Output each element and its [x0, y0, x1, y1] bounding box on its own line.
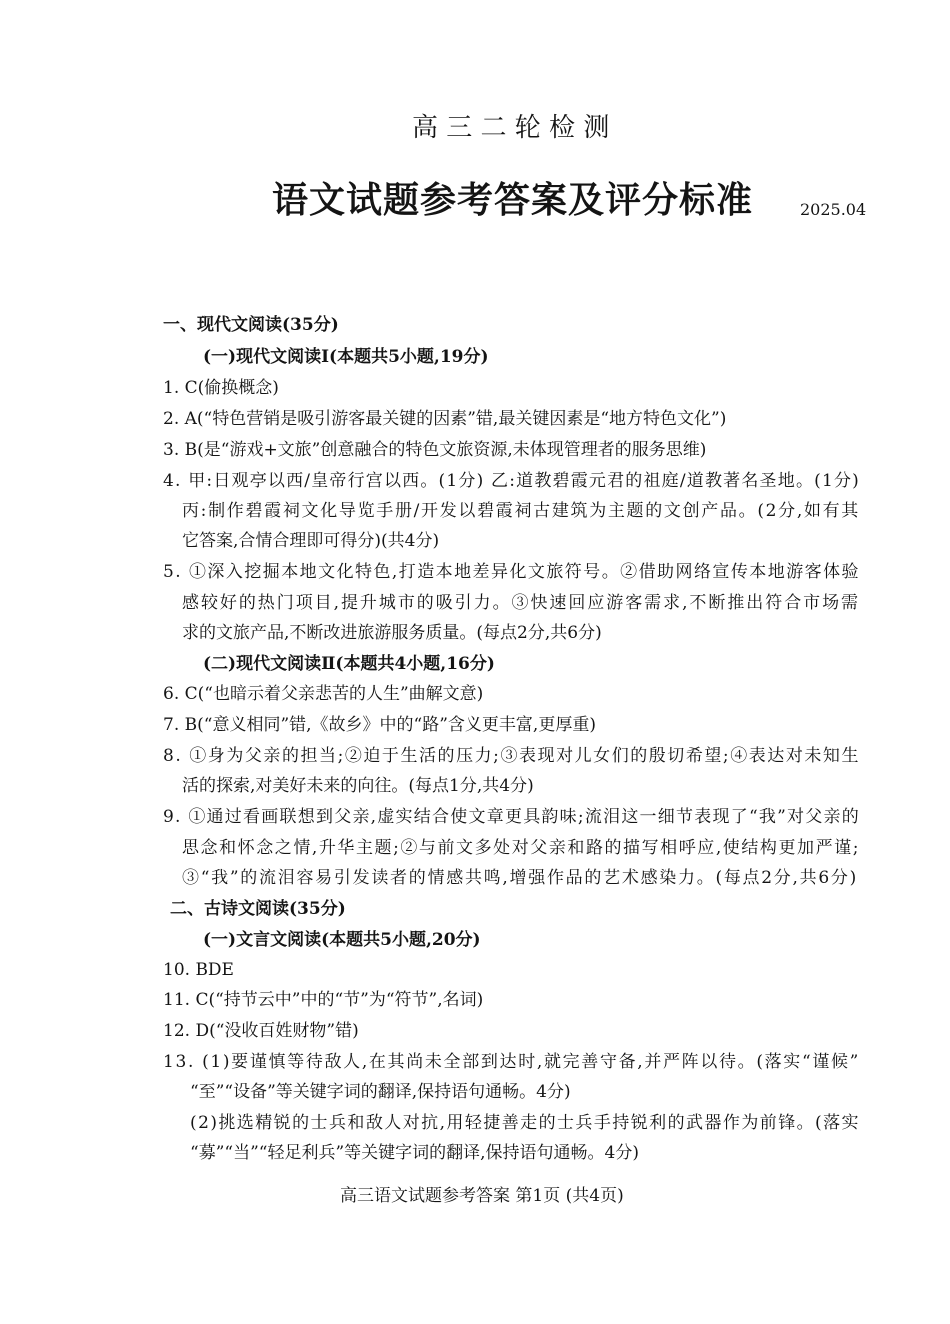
answer-line: 10. BDE: [163, 960, 234, 980]
answer-line: 活的探索,对美好未来的向往。(每点1分,共4分): [182, 776, 534, 796]
answer-line: 6. C(“也暗示着父亲悲苦的人生”曲解文意): [163, 684, 484, 704]
section-1-1-heading: (一)现代文阅读Ⅰ(本题共5小题,19分): [203, 347, 489, 367]
exam-subtitle: 高 三 二 轮 检 测: [412, 113, 610, 143]
answer-line: 2. A(“特色营销是吸引游客最关键的因素”错,最关键因素是“地方特色文化”): [163, 409, 727, 429]
answer-line: 12. D(“没收百姓财物”错): [163, 1021, 359, 1041]
part-1-heading: 一、现代文阅读(35分): [163, 315, 339, 335]
document-title: 语文试题参考答案及评分标准: [272, 179, 754, 221]
answer-line: 7. B(“意义相同”错,《故乡》中的“路”含义更丰富,更厚重): [163, 715, 596, 735]
answer-line: 8. ①身为父亲的担当;②迫于生活的压力;③表现对儿女们的殷切希望;④表达对未知生: [163, 746, 860, 766]
answer-line: 5. ①深入挖掘本地文化特色,打造本地差异化文旅符号。②借助网络宣传本地游客体验: [163, 562, 860, 582]
section-1-2-heading: (二)现代文阅读Ⅱ(本题共4小题,16分): [203, 654, 495, 674]
answer-line: 3. B(是“游戏+文旅”创意融合的特色文旅资源,未体现管理者的服务思维): [163, 440, 707, 460]
section-2-1-heading: (一)文言文阅读(本题共5小题,20分): [203, 930, 481, 950]
answer-line: 丙:制作碧霞祠文化导览手册/开发以碧霞祠古建筑为主题的文创产品。(2分,如有其: [182, 501, 860, 521]
document-date: 2025.04: [800, 200, 867, 219]
answer-line: 它答案,合情合理即可得分)(共4分): [182, 531, 440, 551]
answer-line: 1. C(偷换概念): [163, 378, 279, 398]
answer-line: “募”“当”“轻足利兵”等关键字词的翻译,保持语句通畅。4分): [190, 1143, 639, 1163]
answer-line: 4. 甲:日观亭以西/皇帝行宫以西。(1分) 乙:道教碧霞元君的祖庭/道教著名圣地。(1分): [163, 471, 860, 491]
answer-line: 13. (1)要谨慎等待敌人,在其尚未全部到达时,就完善守备,并严阵以待。(落实“谨候”: [163, 1052, 860, 1072]
answer-line: 求的文旅产品,不断改进旅游服务质量。(每点2分,共6分): [182, 623, 602, 643]
part-2-heading: 二、古诗文阅读(35分): [170, 899, 346, 919]
page-footer: 高三语文试题参考答案 第1页 (共4页): [340, 1186, 624, 1206]
answer-line: ③“我”的流泪容易引发读者的情感共鸣,增强作品的艺术感染力。(每点2分,共6分): [182, 868, 858, 888]
answer-line: “至”“设备”等关键字词的翻译,保持语句通畅。4分): [190, 1082, 571, 1102]
answer-line: 思念和怀念之情,升华主题;②与前文多处对父亲和路的描写相呼应,使结构更加严谨;: [182, 838, 860, 858]
answer-line: 11. C(“持节云中”中的“节”为“符节”,名词): [163, 990, 484, 1010]
answer-line: 9. ①通过看画联想到父亲,虚实结合使文章更具韵味;流泪这一细节表现了“我”对父亲的: [163, 807, 860, 827]
answer-line: (2)挑选精锐的士兵和敌人对抗,用轻捷善走的士兵手持锐利的武器作为前锋。(落实: [190, 1113, 860, 1133]
answer-line: 感较好的热门项目,提升城市的吸引力。③快速回应游客需求,不断推出符合市场需: [182, 593, 860, 613]
